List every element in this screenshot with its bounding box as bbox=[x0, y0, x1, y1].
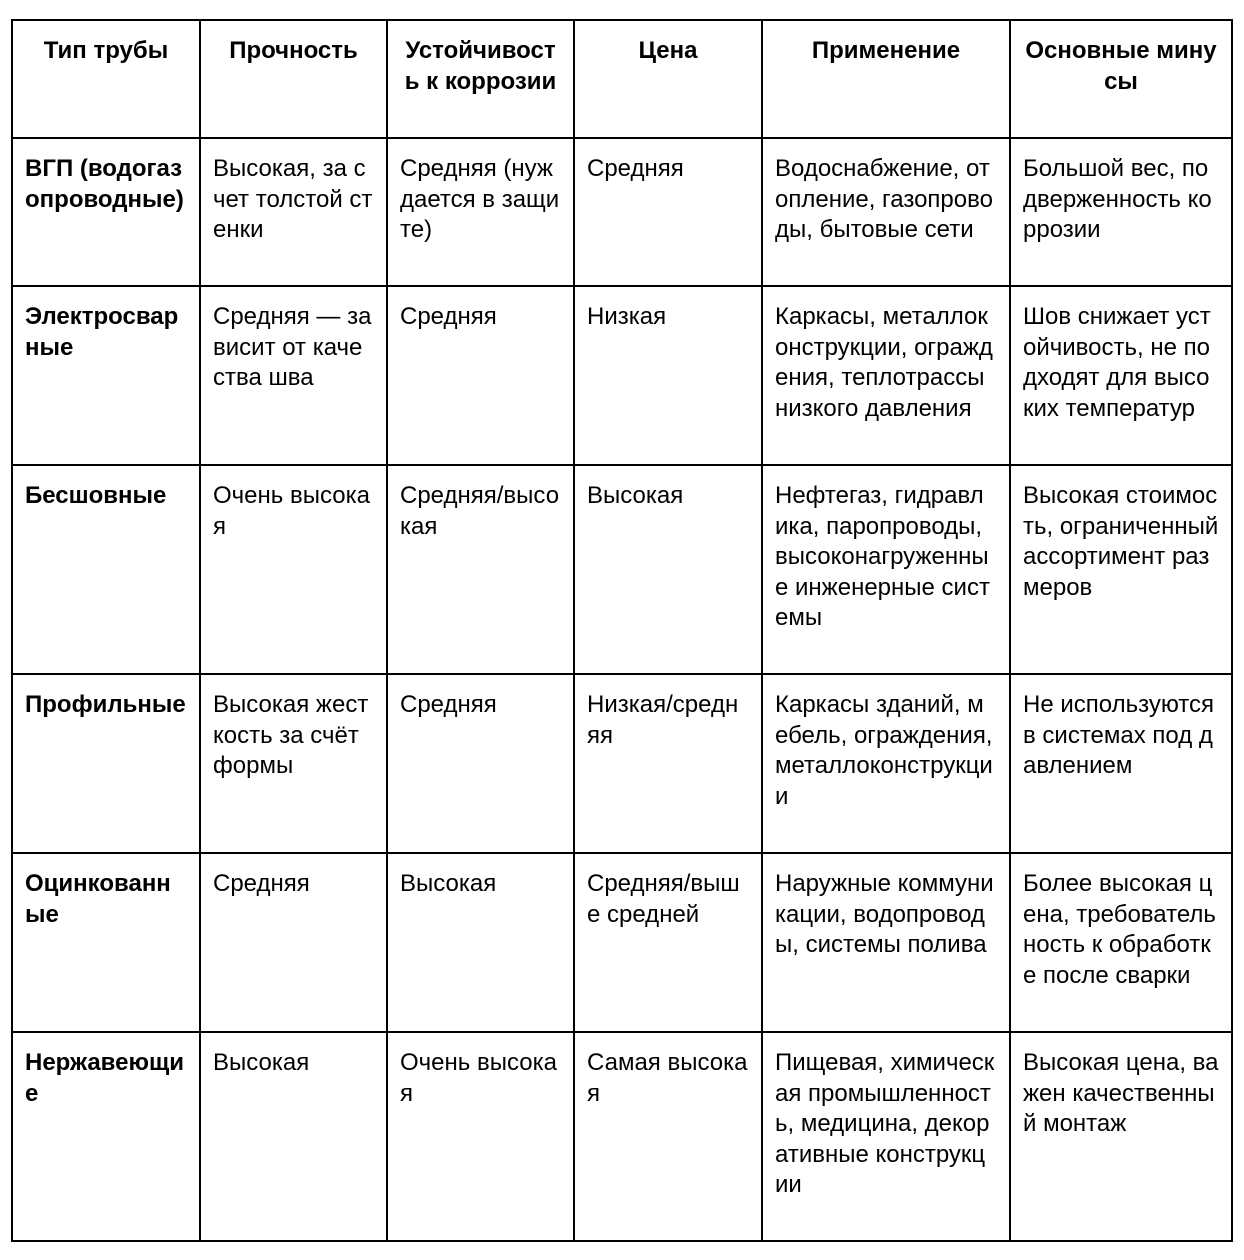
cell-type: Электросварные bbox=[12, 286, 200, 465]
cell-type: Нержавеющие bbox=[12, 1032, 200, 1241]
cell-usage: Каркасы зданий, мебель, ограждения, металлоконструкции bbox=[762, 674, 1010, 853]
cell-corrosion: Высокая bbox=[387, 853, 574, 1032]
cell-usage: Нефтегаз, гидравлика, паропроводы, высоконагруженные инженерные системы bbox=[762, 465, 1010, 674]
table-row bbox=[12, 465, 1232, 674]
header-cell-type: Тип трубы bbox=[12, 20, 200, 138]
cell-strength: Высокая bbox=[200, 1032, 387, 1241]
cell-cons: Не используются в системах под давлением bbox=[1010, 674, 1232, 853]
table-row bbox=[12, 1032, 1232, 1241]
cell-strength: Очень высокая bbox=[200, 465, 387, 674]
pipe-comparison-table bbox=[11, 19, 1233, 1242]
header-row bbox=[12, 20, 1232, 138]
table-row bbox=[12, 286, 1232, 465]
table-row bbox=[12, 674, 1232, 853]
cell-type: Бесшовные bbox=[12, 465, 200, 674]
cell-type: Профильные bbox=[12, 674, 200, 853]
cell-cons: Шов снижает устойчивость, не подходят для высоких температур bbox=[1010, 286, 1232, 465]
cell-usage: Каркасы, металлоконструкции, ограждения, теплотрассы низкого давления bbox=[762, 286, 1010, 465]
header-cell-usage: Применение bbox=[762, 20, 1010, 138]
cell-price: Низкая/средняя bbox=[574, 674, 762, 853]
cell-corrosion: Очень высокая bbox=[387, 1032, 574, 1241]
cell-corrosion: Средняя (нуждается в защите) bbox=[387, 138, 574, 286]
cell-usage: Наружные коммуникации, водопроводы, системы полива bbox=[762, 853, 1010, 1032]
header-cell-corrosion: Устойчивость к коррозии bbox=[387, 20, 574, 138]
cell-strength: Средняя bbox=[200, 853, 387, 1032]
header-cell-price: Цена bbox=[574, 20, 762, 138]
cell-corrosion: Средняя bbox=[387, 286, 574, 465]
cell-price: Самая высокая bbox=[574, 1032, 762, 1241]
cell-strength: Средняя — зависит от качества шва bbox=[200, 286, 387, 465]
cell-cons: Большой вес, подверженность коррозии bbox=[1010, 138, 1232, 286]
header-cell-strength: Прочность bbox=[200, 20, 387, 138]
cell-strength: Высокая, за счет толстой стенки bbox=[200, 138, 387, 286]
cell-corrosion: Средняя bbox=[387, 674, 574, 853]
cell-cons: Высокая цена, важен качественный монтаж bbox=[1010, 1032, 1232, 1241]
cell-usage: Водоснабжение, отопление, газопроводы, бытовые сети bbox=[762, 138, 1010, 286]
cell-price: Средняя bbox=[574, 138, 762, 286]
header-cell-cons: Основные минусы bbox=[1010, 20, 1232, 138]
cell-usage: Пищевая, химическая промышленность, медицина, декоративные конструкции bbox=[762, 1032, 1010, 1241]
cell-strength: Высокая жесткость за счёт формы bbox=[200, 674, 387, 853]
cell-cons: Высокая стоимость, ограниченный ассортимент размеров bbox=[1010, 465, 1232, 674]
table-row bbox=[12, 853, 1232, 1032]
cell-price: Низкая bbox=[574, 286, 762, 465]
cell-corrosion: Средняя/высокая bbox=[387, 465, 574, 674]
cell-type: Оцинкованные bbox=[12, 853, 200, 1032]
cell-price: Высокая bbox=[574, 465, 762, 674]
cell-price: Средняя/выше средней bbox=[574, 853, 762, 1032]
table-row bbox=[12, 138, 1232, 286]
cell-type: ВГП (водогазопроводные) bbox=[12, 138, 200, 286]
cell-cons: Более высокая цена, требовательность к обработке после сварки bbox=[1010, 853, 1232, 1032]
